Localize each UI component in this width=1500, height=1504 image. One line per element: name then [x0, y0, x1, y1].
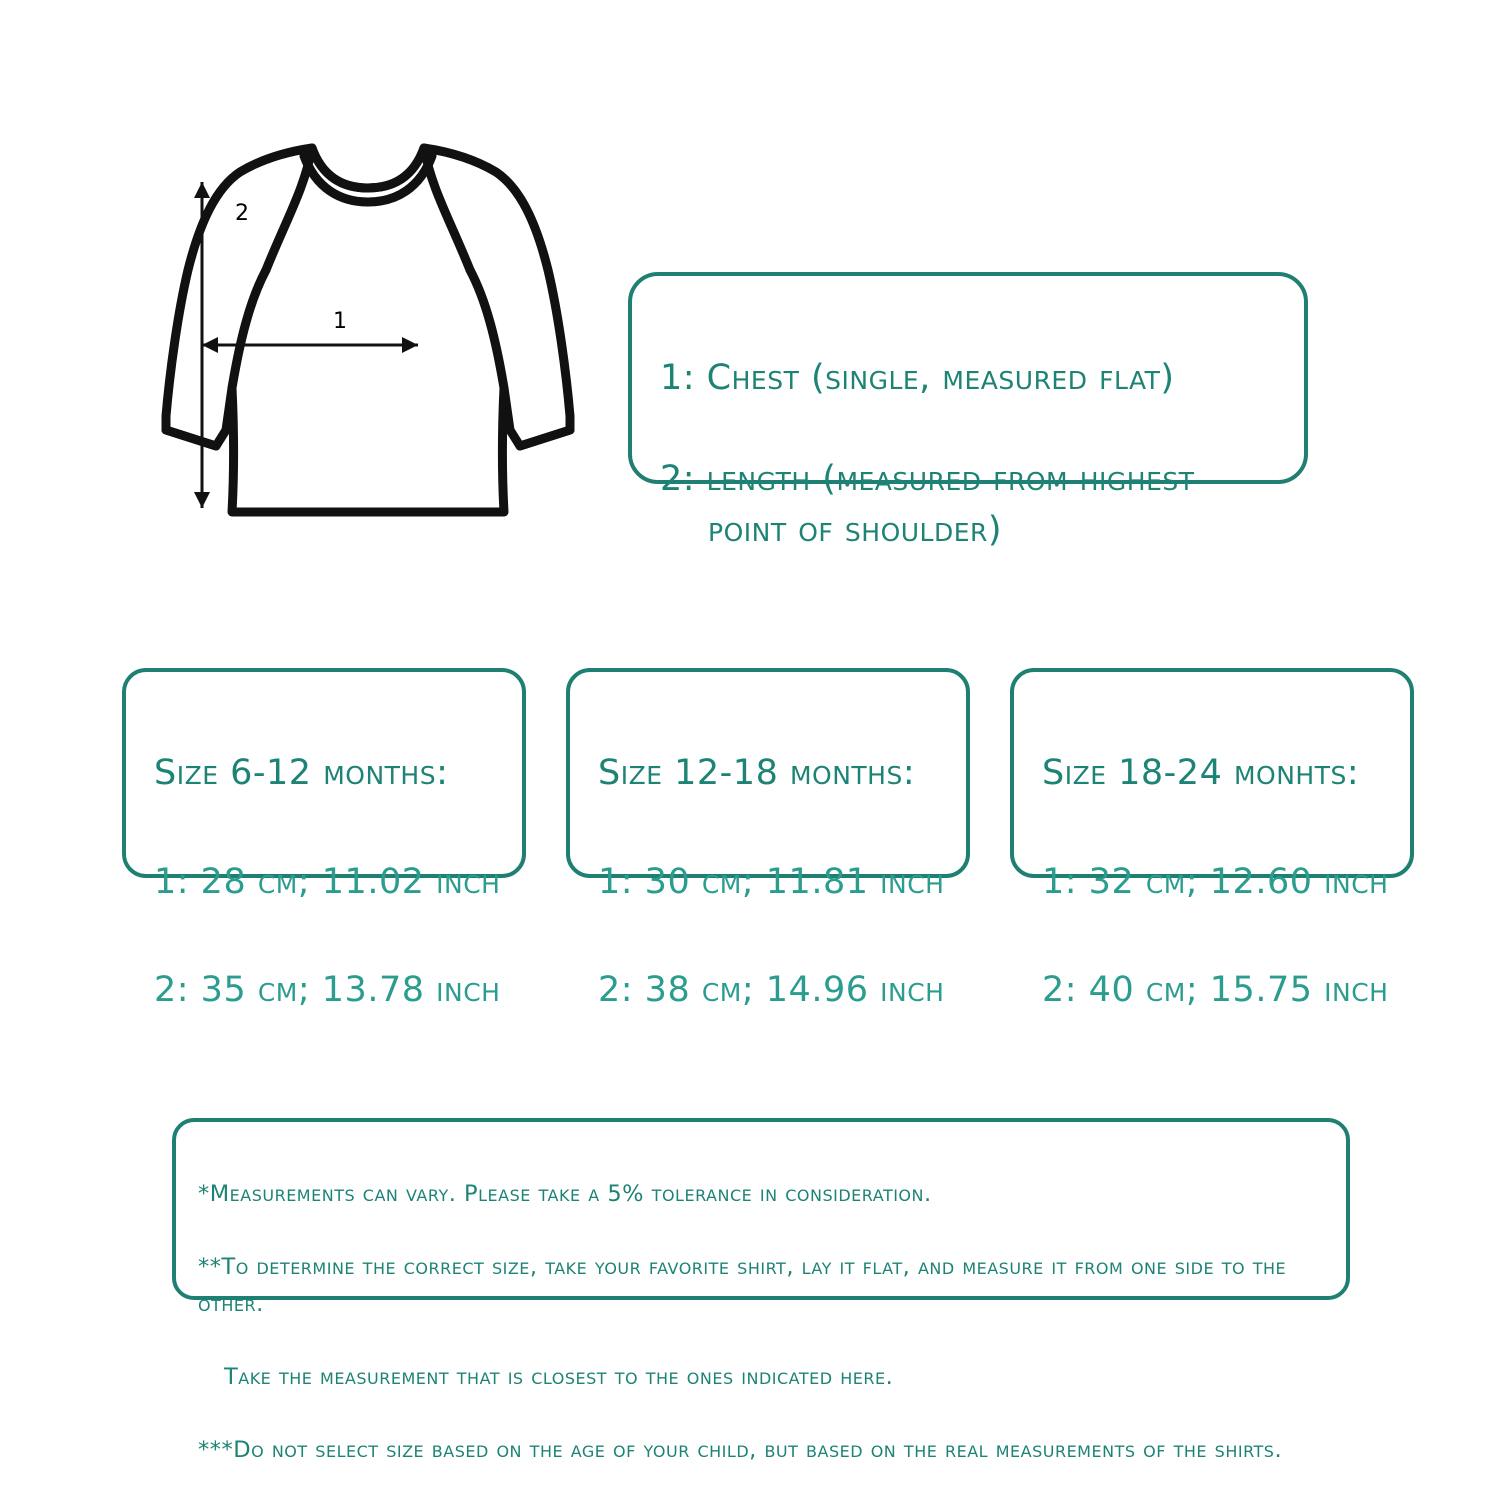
note-line-2: **To determine the correct size, take your favorite shirt, lay it flat, and measure it from one side to the other. — [198, 1254, 1287, 1317]
legend-line-length: 2: length (measured from highest — [660, 459, 1195, 500]
size-card-title: Size 6-12 months: — [154, 753, 449, 794]
size-card-6-12-months — [122, 668, 526, 1011]
note-line-1: *Measurements can vary. Please take a 5% tolerance in consideration. — [198, 1181, 932, 1208]
size-card-chest: 1: 28 cm; 11.02 inch — [154, 861, 501, 902]
size-card-title: Size 12-18 months: — [598, 753, 916, 794]
note-line-4: ***Do not select size based on the age of your child, but based on the real measurements of the shirts. — [198, 1436, 1283, 1463]
measurement-legend-card — [628, 272, 1308, 550]
size-card-18-24-months — [1010, 668, 1414, 1011]
size-card-title: Size 18-24 monhts: — [1042, 753, 1360, 794]
size-card-text — [154, 692, 512, 1072]
shirt-outline-icon — [90, 130, 590, 550]
legend-line-chest: 1: Chest (single, measured flat) — [660, 357, 1175, 398]
size-card-text — [1042, 692, 1400, 1072]
size-card-length: 2: 38 cm; 14.96 inch — [598, 970, 945, 1011]
size-card-12-18-months — [566, 668, 970, 1011]
size-card-length: 2: 35 cm; 13.78 inch — [154, 970, 501, 1011]
notes-text — [198, 1140, 1330, 1504]
notes-card — [172, 1118, 1350, 1463]
size-card-length: 2: 40 cm; 15.75 inch — [1042, 970, 1389, 1011]
legend-text — [660, 302, 1284, 607]
chest-dimension-label: 1 — [333, 309, 347, 334]
size-card-chest: 1: 32 cm; 12.60 inch — [1042, 861, 1389, 902]
size-card-text — [598, 692, 956, 1072]
size-card-chest: 1: 30 cm; 11.81 inch — [598, 861, 945, 902]
length-dimension-label: 2 — [235, 201, 249, 226]
legend-line-length-cont: point of shoulder) — [708, 510, 1003, 550]
note-line-3: Take the measurement that is closest to the ones indicated here. — [224, 1363, 894, 1390]
garment-diagram — [90, 130, 590, 550]
